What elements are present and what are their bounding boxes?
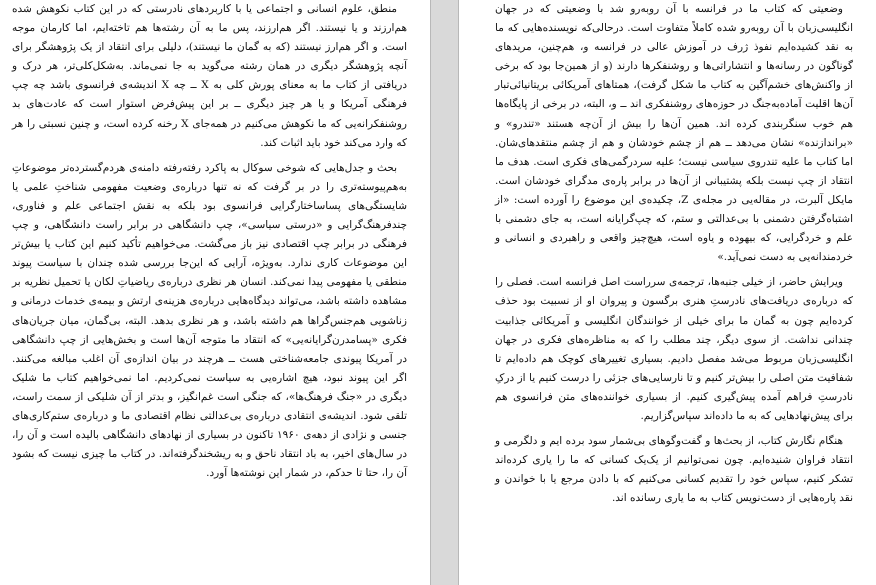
left-paragraph-2: بحث و جدل‌هایی که شوخی سوکال به پاکرد رفته‌رفته دامنه‌ی هردم‌گسترده‌تر موضوعاتِ به‌هم‌پیوسته‌تری را در بر گرفت که نه تنها درباره‌ی وضعیت مفهومی شناختِ علمی یا شایستگی‌های پساساختارگرایی فرانسوی بود بلکه به نقش اجتماعی علم و فناوری، چندفرهنگ‌گرایی و «درستی سیاسی»، چپ دانشگاهی در برابر راست دانشگاهی، و چپ فرهنگی در برابر چپ اقتصادی نیز باز می‌گشت. می‌خواهیم تأکید کنیم این کتاب یا بیش‌تر این موضوعات کاری ندارد. به‌ویژه، آرایی که این‌جا بررسی شده چندان با سیاست پیوند منطقی یا مفهومی پیدا نمی‌کند. انسان هر نظری درباره‌ی ریاضیاتِ لکان یا تحمیل نظریه بر مشاهده داشته باشد، می‌تواند دیدگاه‌هایی درباره‌ی هزینه‌ی ارتش و بیمه‌ی خدمات درمانی و زناشویی هم‌جنس‌گراها هم داشته باشد، و هر نظری بدهد. البته، بی‌گمان، میان جریان‌های فکری «پسامدرن‌گرایانه‌یی» که انتقاد ما متوجه آن‌ها است و بخش‌هایی از چپ دانشگاهی در آمریکا پیوندی جامعه‌شناختی هست ــ هرچند در بیان اندازه‌ی آن اغلب مبالغه می‌کنند. اگر این پیوند نبود، هیچ اشاره‌یی به سیاست نمی‌کردیم. اما نمی‌خواهیم کتاب ما شلیک دیگری در «جنگ فرهنگ‌ها»، که جنگی است غم‌انگیز، و بدتر از آن شلیکی از سمت راست، تلقی شود. اندیشه‌ی انتقادی درباره‌ی بی‌عدالتی نظام اقتصادی ما و درباره‌ی ستم‌کاری‌های جنسی و نژادی از دهه‌ی ۱۹۶۰ تاکنون در بسیاری از نهادهای دانشگاهی بالیده است و آن را، در سال‌های اخیر، به باد انتقاد ناحق و به ریشخندگرفته‌اند. در کتاب ما چیزی نیست که بشود آن را، حتا تا حدکم، در شمار این نوشته‌ها آورد.	[12, 161, 407, 480]
left-paragraph-1: منطق، علوم انسانی و اجتماعی یا با کاربردهای نادرستی که در این کتاب نکوهش شده هم‌ارزند و یا نیستند. اگر هم‌ارزند، پس ما به آن رشته‌ها هم تاخته‌ایم، اما کارمان موجه است. و اگر هم‌ارز نیستند (که به گمان ما نیستند)، دلیلی برای انتقاد از یک پژوهشگر برای آنچه پژوهشگر دیگری در همان رشته می‌گوید به جا نمی‌ماند. به‌شکل‌کلی‌تر، هر درک و دریافتی از کتاب ما به معنای پورش کلی به X ــ چه X اندیشه‌ی فرانسوی باشد چه چپ فرهنگی آمریکا و یا هر چیز دیگری ــ بر این پیش‌فرض استوار است که عادت‌های بد روشنفکرانه‌یی که ما نکوهش می‌کنیم در همه‌جای X رخنه کرده است، و چنین نسبتی را هر که وارد می‌کند خود باید اثبات کند.	[12, 3, 407, 149]
page-gutter	[430, 0, 459, 585]
left-page	[0, 0, 430, 585]
right-page	[459, 0, 876, 585]
right-page-text	[495, 0, 853, 508]
left-page-text	[12, 0, 407, 483]
right-paragraph-2: ویرایش حاضر، از خیلی جنبه‌ها، ترجمه‌ی سرراست اصل فرانسه است. فصلی را که درباره‌ی دریافت‌های نادرستِ هنری برگسون و پیروان او از نسبیت بود حذف کرده‌ایم چون به گمان ما برای خیلی از خوانندگان انگلیسی و آمریکائی جذابیت چندانی نداشت. از سوی دیگر، چند مطلب را که به مناظره‌های فکری در جهان انگلیسی‌زبان مربوط می‌شد مفصل دادیم. بسیاری تغییرهای کوچک هم داده‌ایم تا شفافیت متن اصلی را بیش‌تر کنیم و تا نارسایی‌های جزئی را درست کنیم یا از درکِ نادرستِ فراهم آمده پیش‌گیری کنیم. از بسیاری خواننده‌های متن فرانسوی هم برای پیش‌نهادهایی که به ما داده‌اند سپاس‌گزاریم.	[495, 276, 853, 422]
right-paragraph-3: هنگام نگارش کتاب، از بحث‌ها و گفت‌وگوهای بی‌شمار سود برده ایم و دلگرمی و انتقاد فراوان شنیده‌ایم. چون نمی‌توانیم از یک‌یک کسانی که ما را یاری کرده‌اند تشکر کنیم، سپاس خود را تقدیم کسانی می‌کنیم که با دادن مرجع یا با خواندن و نقد پاره‌هایی از دست‌نویس کتاب به ما یاری رسانده اند.	[495, 435, 853, 505]
right-paragraph-1: وضعیتی که کتاب ما در فرانسه با آن روبه‌رو شد با وضعیتی که در جهان انگلیسی‌زبان با آن روبه‌رو شده کاملاً متفاوت است. درحالی‌که نویسنده‌هایی که ما به نقد کشیده‌ایم نفوذ ژرف در آموزش عالی در فرانسه و، هم‌چنین، مریدهای گوناگون در رسانه‌ها و انتشاراتی‌ها و روشنفکرها دارند (و از همین‌جا بود که برخی از واکنش‌های خشم‌آگین به کتاب ما شکل گرفت)، همتاهای آمریکائی بریتانیائی‌تبار آن‌ها اقلیت آماده‌به‌جنگ در حوزه‌های روشنفکری اند ــ و، البته، در برخی از پایگاه‌ها هم خوب سنگربندی کرده اند. همین آن‌ها را بیش از آن‌چه هستند «تندرو» و «براندازنده» نشان می‌دهد ــ هم از چشم خودشان و هم از چشم منتقدهای‌شان. اما کتاب ما علیه تندروی سیاسی نیست؛ علیه سردرگمی‌های فکری است. هدف ما انتقاد از چپ نیست بلکه پشتیبانی از آن‌ها در برابر پاره‌ی مدگرای خودشان است. مایکل آلبرت، در مقاله‌یی در مجله‌ی Z، چکیده‌ی این موضوع را آورده است: «از اشتباه‌گرفتن دشمنی با بی‌عدالتی و ستم، که چپ‌گرایانه است، به جای دشمنی با علم و خردگرایی، که بیهوده و یاوه است، هیچ‌چیز واقعی و راهبردی و انسانی و خردمندانه‌یی به دست نمی‌آید.»	[495, 3, 853, 264]
